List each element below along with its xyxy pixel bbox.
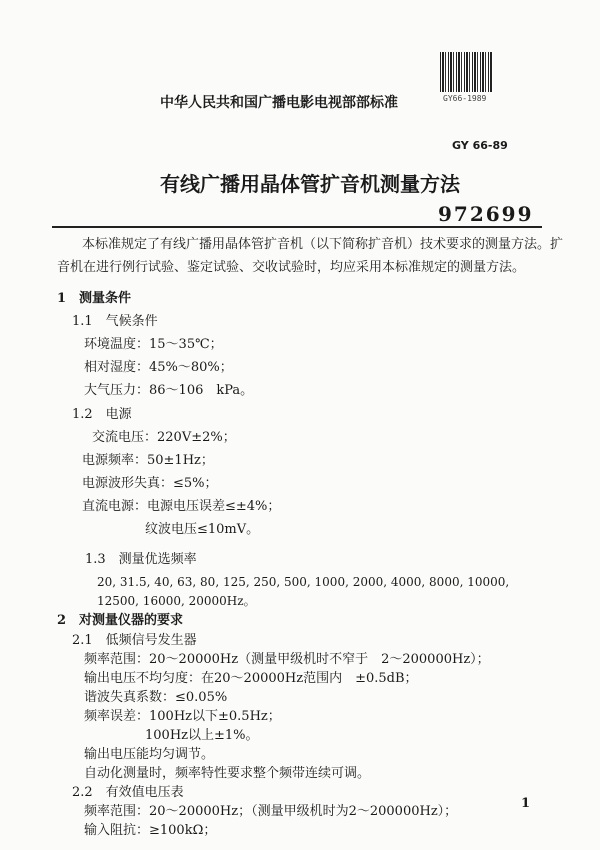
text-line: 输出电压不均匀度：在20～20000Hz范围内 ±0.5dB； [84, 671, 418, 686]
frequency-list-line-2: 12500, 16000, 20000Hz。 [97, 594, 256, 608]
text-line: 谐波失真系数：≤0.05% [84, 690, 228, 705]
text-line: 频率范围：20～20000Hz（测量甲级机时不窄于 2～200000Hz）； [84, 652, 490, 667]
intro-line-1: 本标准规定了有线广播用晶体管扩音机（以下简称扩音机）技术要求的测量方法。扩 [82, 237, 564, 252]
section-2-2-heading: 2.2 有效值电压表 [72, 785, 184, 800]
section-1-3-heading: 1.3 测量优选频率 [85, 552, 197, 567]
barcode-text: GY66-1989 [443, 94, 487, 103]
text-line: 交流电压：220V±2%； [92, 430, 236, 445]
section-2-1-heading: 2.1 低频信号发生器 [72, 633, 197, 648]
document-number: 972699 [438, 202, 534, 226]
text-line: 相对湿度：45%～80%； [84, 360, 233, 375]
text-line: 输出电压能均匀调节。 [84, 747, 215, 762]
text-line: 100Hz以上±1%。 [145, 728, 259, 743]
text-line: 电源频率：50±1Hz； [82, 453, 214, 468]
title-rule [52, 226, 542, 228]
text-line: 自动化测量时，频率特性要求整个频带连续可调。 [84, 766, 371, 781]
text-line: 大气压力：86～106 kPa。 [84, 383, 254, 398]
section-2-heading: 2 对测量仪器的要求 [57, 613, 184, 628]
text-line: 纹波电压≤10mV。 [145, 522, 260, 537]
standard-number: GY 66-89 [452, 139, 508, 152]
text-line: 频率范围：20～20000Hz；（测量甲级机时为2～200000Hz）； [84, 804, 458, 819]
page-number: 1 [521, 796, 531, 811]
text-line: 直流电源：电源电压误差≤±4%； [82, 499, 281, 514]
document-title: 有线广播用晶体管扩音机测量方法 [160, 172, 460, 196]
section-1-heading: 1 测量条件 [57, 291, 132, 306]
barcode [440, 52, 493, 92]
text-line: 环境温度：15～35℃； [84, 337, 223, 352]
section-1-2-heading: 1.2 电源 [72, 407, 132, 422]
text-line: 频率误差：100Hz以下±0.5Hz； [84, 709, 281, 724]
intro-line-2: 音机在进行例行试验、鉴定试验、交收试验时，均应采用本标准规定的测量方法。 [57, 260, 526, 275]
text-line: 输入阻抗：≥100kΩ； [84, 823, 217, 838]
issuing-organization: 中华人民共和国广播电影电视部部标准 [160, 95, 398, 111]
section-1-1-heading: 1.1 气候条件 [72, 314, 158, 329]
text-line: 电源波形失真：≤5%； [82, 476, 218, 491]
frequency-list-line-1: 20, 31.5, 40, 63, 80, 125, 250, 500, 1000, 2000, 4000, 8000, 10000, [97, 575, 510, 589]
